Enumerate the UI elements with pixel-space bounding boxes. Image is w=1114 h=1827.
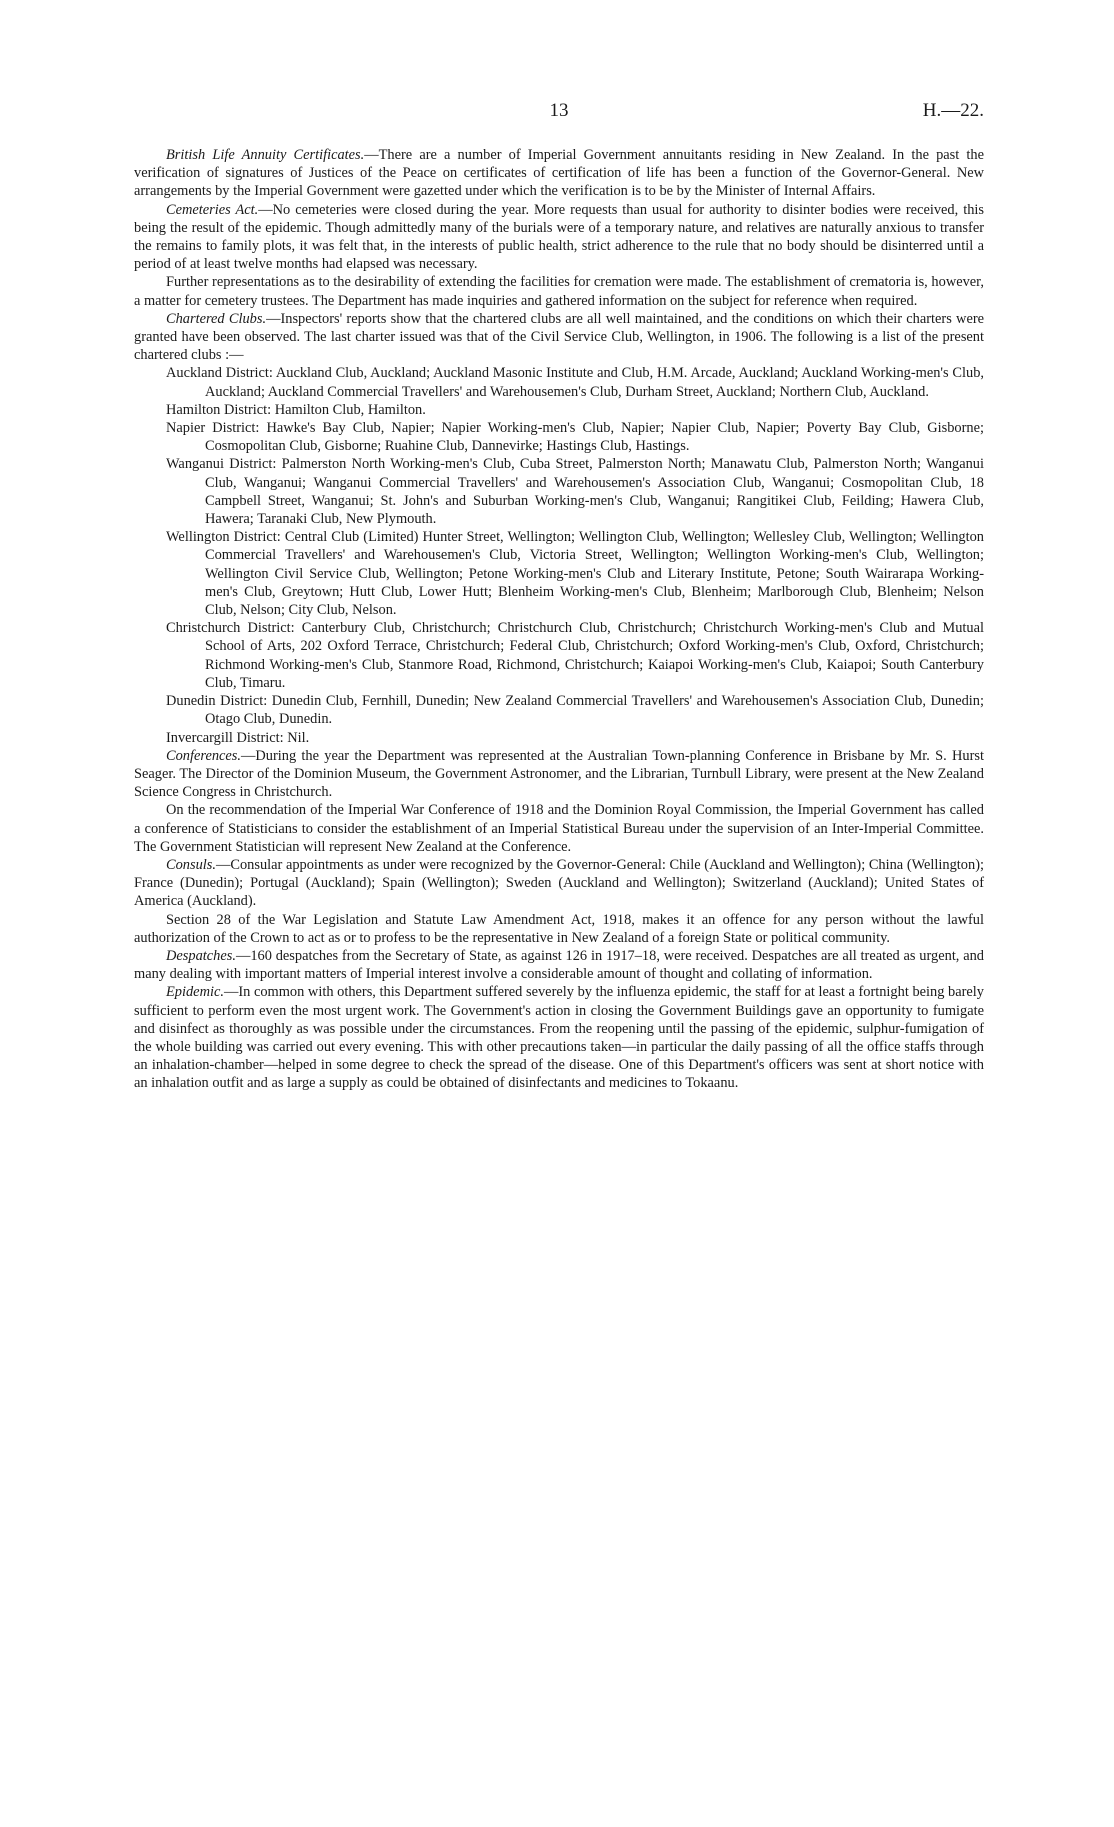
paragraph: Section 28 of the War Legislation and Statute Law Amendment Act, 1918, makes it an offence for any person without the lawful authorization of the Crown to act as or to profess to be the representative in New Zealand of a foreign State or political community. (134, 911, 984, 946)
paragraph: Consuls.—Consular appointments as under were recognized by the Governor-General: Chile (Auckland and Wellington); China (Wellington); France (Dunedin); Portugal (Auckland); Spain (Wellington); Sweden (Auckland and Wellington); Switzerland (Auckland); United States of America (Auckland). (134, 856, 984, 910)
paragraph: Epidemic.—In common with others, this Department suffered severely by the influenza epidemic, the staff for at least a fortnight being barely sufficient to perform even the most urgent work. The Government's action in closing the Government Buildings gave an opportunity to fumigate and disinfect as thoroughly as was possible under the circumstances. From the reopening until the passing of the epidemic, sulphur-fumigation of the whole building was carried out every evening. This with other precautions taken—in particular the daily passing of all the office staffs through an inhalation-chamber—helped in some degree to check the spread of the disease. One of this Department's officers was sent at short notice with an inhalation outfit and as large a supply as could be obtained of disinfectants and medicines to Tokaanu. (134, 984, 984, 1092)
section-heading: Conferences. (166, 747, 241, 764)
paragraph: Cemeteries Act.—No cemeteries were closed during the year. More requests than usual for authority to disinter bodies were received, this being the result of the epidemic. Though admittedly many of the burials were of a temporary nature, and relatives are naturally anxious to transfer the remains to family plots, it was felt that, in the interests of public health, strict adherence to the rule that no body should be disinterred until a period of at least twelve months had elapsed was necessary. (134, 201, 984, 273)
list-item: Christchurch District: Canterbury Club, Christchurch; Christchurch Club, Christchurch; Christchurch Working-men's Club and Mutual School of Arts, 202 Oxford Terrace, Christchurch; Federal Club, Christchurch; Oxford Working-men's Club, Oxford, Christchurch; Richmond Working-men's Club, Stanmore Road, Richmond, Christchurch; Kaiapoi Working-men's Club, Kaiapoi; South Canterbury Club, Timaru. (166, 620, 984, 691)
paragraph: British Life Annuity Certificates.—There are a number of Imperial Government annuitants residing in New Zealand. In the past the verification of signatures of Justices of the Peace on certificates of certification of life has been a function of the Governor-General. New arrangements by the Imperial Government were gazetted under which the verification is to be by the Minister of Internal Affairs. (134, 147, 984, 200)
paragraph: Conferences.—During the year the Department was represented at the Australian Town-planning Conference in Brisbane by Mr. S. Hurst Seager. The Director of the Dominion Museum, the Government Astronomer, and the Librarian, Turnbull Library, were present at the New Zealand Science Congress in Christchurch. (134, 747, 984, 801)
section-heading: Despatches. (166, 947, 236, 964)
list-item: Auckland District: Auckland Club, Auckland; Auckland Masonic Institute and Club, H.M. Arcade, Auckland; Auckland Working-men's Club, Auckland; Auckland Commercial Travellers' and Warehousemen's Club, Durham Street, Auckland; Northern Club, Auckland. (166, 365, 984, 400)
list-item: Wanganui District: Palmerston North Working-men's Club, Cuba Street, Palmerston North; Manawatu Club, Palmerston North; Wanganui Club, Wanganui; Wanganui Commercial Travellers' and Warehousemen's Association Club, Wanganui; Cosmopolitan Club, 18 Campbell Street, Wanganui; St. John's and Suburban Working-men's Club, Wanganui; Rangitikei Club, Feilding; Hawera Club, Hawera; Taranaki Club, New Plymouth. (166, 456, 984, 528)
paragraph: Despatches.—160 despatches from the Secretary of State, as against 126 in 1917–18, were received. Despatches are all treated as urgent, and many dealing with important matters of Imperial interest involve a considerable amount of thought and collating of information. (134, 947, 984, 983)
section-heading: Consuls. (166, 856, 216, 873)
paragraph: Further representations as to the desirability of extending the facilities for cremation were made. The establishment of crematoria is, however, a matter for cemetery trustees. The Department has made inquiries and gathered information on the subject for reference when required. (134, 274, 984, 309)
section-heading: Cemeteries Act. (166, 201, 259, 218)
document-code: H.—22. (922, 100, 984, 121)
paragraph: On the recommendation of the Imperial War Conference of 1918 and the Dominion Royal Commission, the Imperial Government has called a conference of Statisticians to consider the establishment of an Imperial Statistical Bureau under the supervision of an Inter-Imperial Committee. The Government Statistician will represent New Zealand at the Conference. (134, 802, 984, 855)
list-item: Napier District: Hawke's Bay Club, Napier; Napier Working-men's Club, Napier; Napier Club, Napier; Poverty Bay Club, Gisborne; Cosmopolitan Club, Gisborne; Ruahine Club, Dannevirke; Hastings Club, Hastings. (166, 420, 984, 455)
page-header (134, 100, 984, 126)
page-number: 13 (549, 100, 569, 121)
list-item: Wellington District: Central Club (Limited) Hunter Street, Wellington; Wellington Club, Wellington; Wellesley Club, Wellington; Wellington Commercial Travellers' and Warehousemen's Club, Victoria Street, Wellington; Wellington Working-men's Club, Wellington; Wellington Civil Service Club, Wellington; Petone Working-men's Club and Literary Institute, Petone; South Wairarapa Working-men's Club, Greytown; Hutt Club, Lower Hutt; Blenheim Working-men's Club, Blenheim; Marlborough Club, Blenheim; Nelson Club, Nelson; City Club, Nelson. (166, 529, 984, 619)
section-heading: Chartered Clubs. (166, 310, 267, 327)
section-heading: British Life Annuity Certificates. (166, 147, 365, 163)
section-heading: Epidemic. (166, 984, 224, 1001)
list-item: Hamilton District: Hamilton Club, Hamilton. (166, 401, 426, 418)
paragraph: Chartered Clubs.—Inspectors' reports show that the chartered clubs are all well maintained, and the conditions on which their charters were granted have been observed. The last charter issued was that of the Civil Service Club, Wellington, in 1906. The following is a list of the present chartered clubs :— (134, 310, 985, 364)
chartered-clubs-list (134, 364, 984, 746)
list-item: Invercargill District: Nil. (166, 729, 310, 746)
list-item: Dunedin District: Dunedin Club, Fernhill, Dunedin; New Zealand Commercial Travellers' and Warehousemen's Association Club, Dunedin; Otago Club, Dunedin. (166, 693, 984, 728)
body-text (134, 146, 984, 1093)
